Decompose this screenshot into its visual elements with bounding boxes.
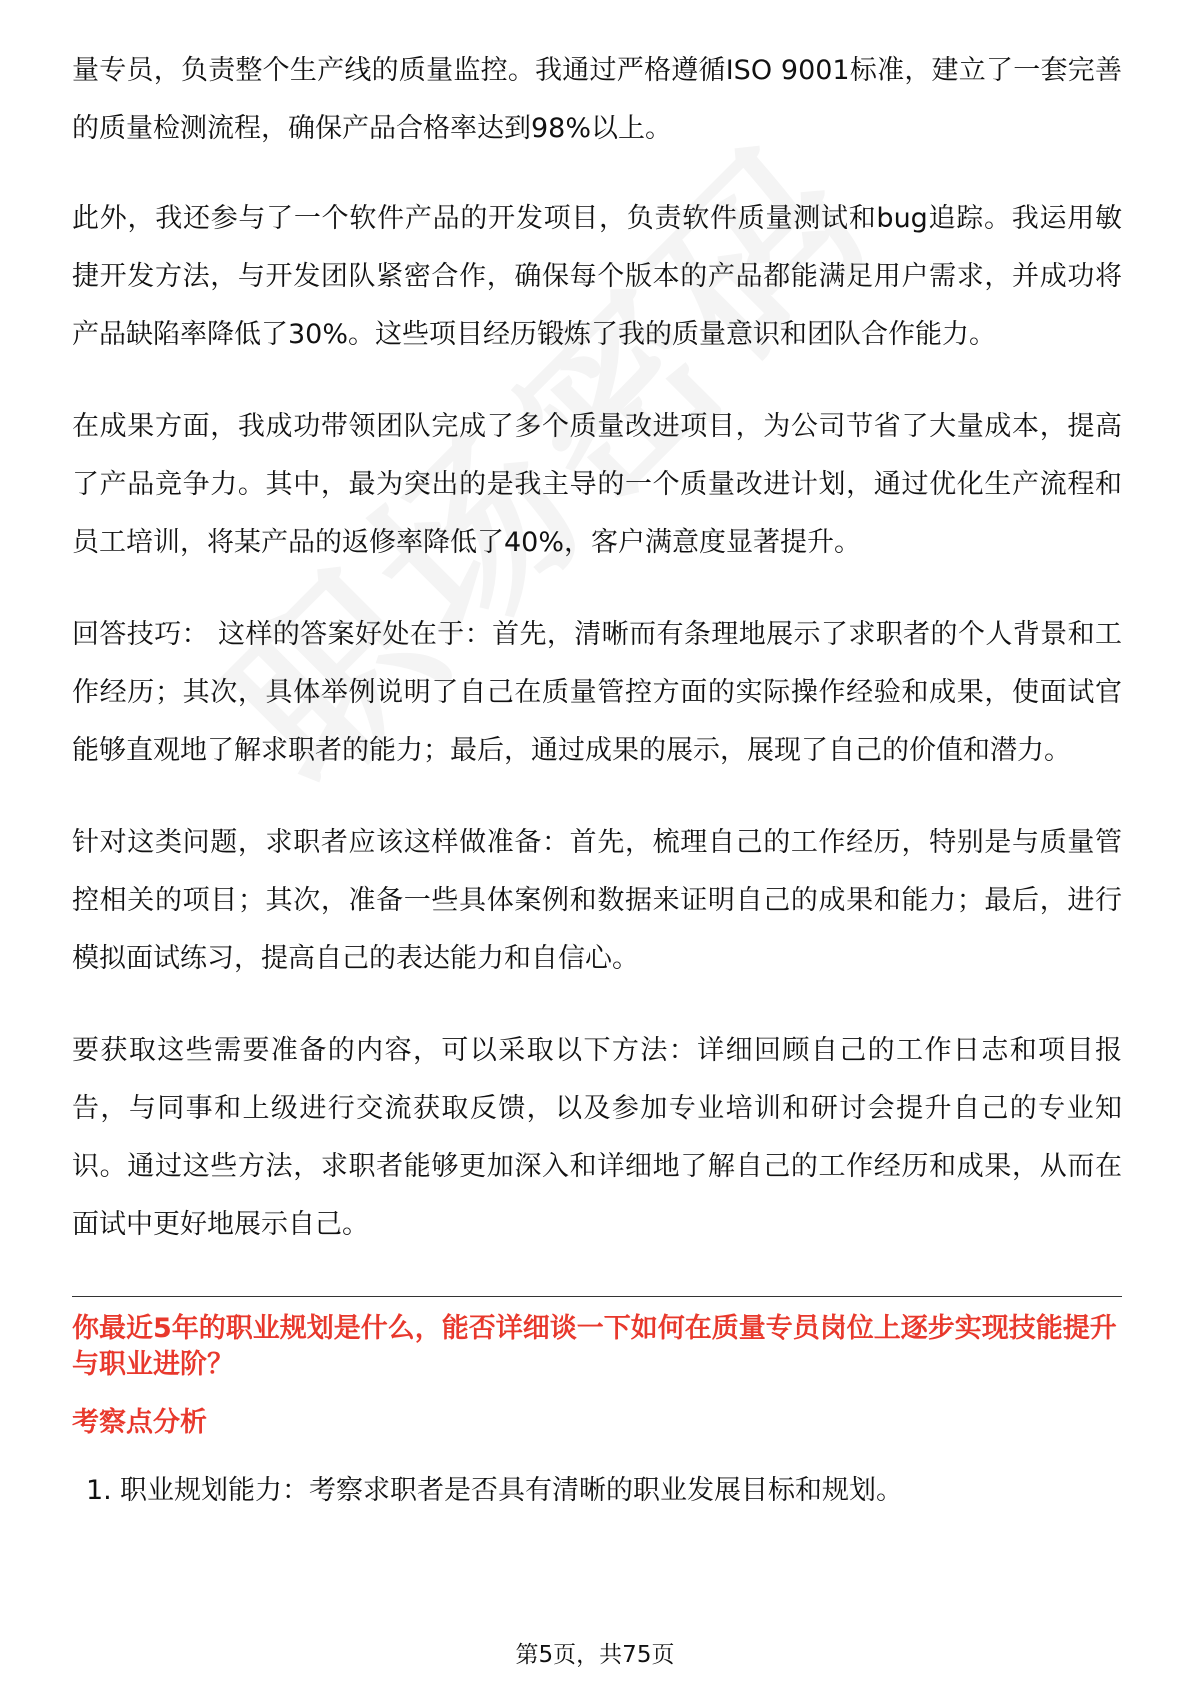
paragraph: 此外，我还参与了一个软件产品的开发项目，负责软件质量测试和bug追踪。我运用敏捷开发方法，与开发团队紧密合作，确保每个版本的产品都能满足用户需求，并成功将产品缺陷率降低了30%。这些项目经历锻炼了我的质量意识和团队合作能力。 <box>72 203 1122 350</box>
list-item-number: 1. <box>86 1475 112 1506</box>
answer-tips-paragraph: 回答技巧： 这样的答案好处在于：首先，清晰而有条理地展示了求职者的个人背景和工作经历；其次，具体举例说明了自己在质量管控方面的实际操作经验和成果，使面试官能够直观地了解求职者的能力；最后，通过成果的展示，展现了自己的价值和潜力。 <box>72 619 1122 766</box>
analysis-heading: 考察点分析 <box>72 1407 207 1438</box>
list-item-text: 职业规划能力：考察求职者是否具有清晰的职业发展目标和规划。 <box>120 1475 903 1506</box>
paragraph: 针对这类问题，求职者应该这样做准备：首先，梳理自己的工作经历，特别是与质量管控相关的项目；其次，准备一些具体案例和数据来证明自己的成果和能力；最后，进行模拟面试练习，提高自己的表达能力和自信心。 <box>72 827 1122 974</box>
section-divider <box>72 1296 1122 1297</box>
page-footer: 第5页，共75页 <box>515 1642 675 1668</box>
analysis-list <box>72 1471 1122 1511</box>
interview-question: 你最近5年的职业规划是什么，能否详细谈一下如何在质量专员岗位上逐步实现技能提升与职业进阶？ <box>72 1313 1117 1380</box>
document-body <box>72 42 1122 1511</box>
list-item <box>72 1471 1122 1511</box>
paragraph: 要获取这些需要准备的内容，可以采取以下方法：详细回顾自己的工作日志和项目报告，与同事和上级进行交流获取反馈，以及参加专业培训和研讨会提升自己的专业知识。通过这些方法，求职者能够更加深入和详细地了解自己的工作经历和成果，从而在面试中更好地展示自己。 <box>72 1035 1122 1240</box>
paragraph: 在成果方面，我成功带领团队完成了多个质量改进项目，为公司节省了大量成本，提高了产品竞争力。其中，最为突出的是我主导的一个质量改进计划，通过优化生产流程和员工培训，将某产品的返修率降低了40%，客户满意度显著提升。 <box>72 411 1122 558</box>
paragraph: 量专员，负责整个生产线的质量监控。我通过严格遵循ISO 9001标准，建立了一套完善的质量检测流程，确保产品合格率达到98%以上。 <box>72 55 1122 144</box>
